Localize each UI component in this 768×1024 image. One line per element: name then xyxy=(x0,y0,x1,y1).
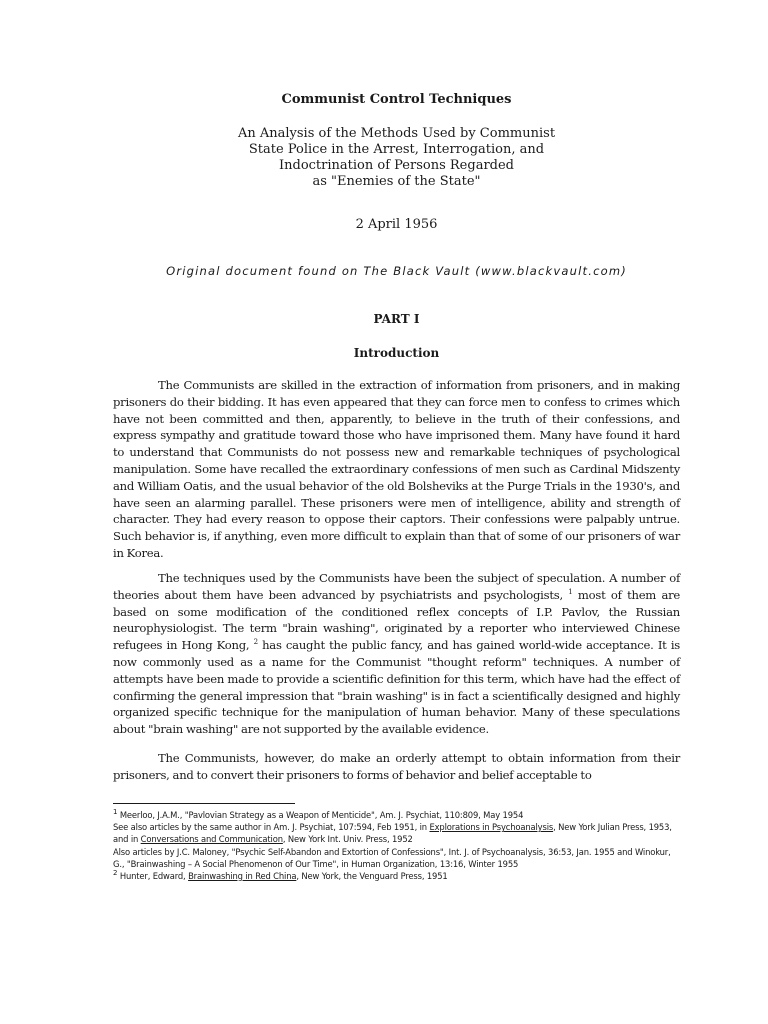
subtitle-line: An Analysis of the Methods Used by Communist xyxy=(237,126,556,141)
subtitle-line: Indoctrination of Persons Regarded xyxy=(279,158,514,173)
footnote-text: Hunter, Edward, xyxy=(119,871,186,882)
footnote-number: 1 xyxy=(113,808,118,817)
paragraph-text: has caught the public fancy, and has gained world-wide acceptance. It is now commonly used as a name for the Communist "thought reform" techniques. A number of attempts have been made to provide a scientific definition for this term, which have had the effect of confirming the general impression that "brain washing" is in fact a scientifically designed and highly organized specific technique for the manipulation of human behavior. Many of these speculations about "brain washing" are not supported by the available evidence. xyxy=(113,638,680,737)
footnote-text: See also articles by the same author in Am. J. Psychiat, 107:594, Feb 1951, in xyxy=(113,822,427,833)
paragraph-text: most of them are based on some modification of the conditioned reflex concepts of I.P. Pavlov, the Russian neurophysiologist. The term "brain washing", originated by a reporter who interviewed Chinese refugees in Hong Kong, xyxy=(113,587,681,653)
footnote-1-also: Also articles by J.C. Maloney, "Psychic Self-Abandon and Extortion of Confessions", Int. J. of Psychoanalysis, 36:53, Jan. 1955 and Winokur, G., "Brainwashing – A Social Phenomenon of Our Time", in Human Organization, 13:16, Winter 1955 xyxy=(113,846,671,869)
document-subtitle xyxy=(113,126,680,190)
book-title: Brainwashing in Red China xyxy=(188,871,297,882)
footnote-2 xyxy=(113,870,680,882)
footnote-text: , New York Int. Univ. Press, 1952 xyxy=(282,834,413,845)
subtitle-line: State Police in the Arrest, Interrogation, and xyxy=(248,142,545,157)
footnote-text: , New York, the Venguard Press, 1951 xyxy=(296,871,448,882)
body-paragraph-2 xyxy=(113,570,680,738)
book-title: Explorations in Psychoanalysis xyxy=(429,822,554,833)
footnote-text: Meerloo, J.A.M., "Pavlovian Strategy as a Weapon of Menticide", Am. J. Psychiat, 110:809, May 1954 xyxy=(119,810,524,820)
footnote-1 xyxy=(113,809,680,821)
footnotes xyxy=(113,809,680,882)
section-heading: Introduction xyxy=(353,346,440,360)
paragraph-text: The techniques used by the Communists have been the subject of speculation. A number of theories about them have been advanced by psychiatrists and psychologists, xyxy=(113,571,680,602)
subtitle-line: as "Enemies of the State" xyxy=(312,174,481,189)
footnote-ref-2[interactable]: 2 xyxy=(253,638,258,647)
document-title: Communist Control Techniques xyxy=(281,92,512,107)
document-date: 2 April 1956 xyxy=(355,217,438,232)
body-paragraph-3: The Communists, however, do make an orderly attempt to obtain information from their prisoners, and to convert their prisoners to forms of behavior and belief acceptable to xyxy=(113,751,680,782)
footnote-ref-1[interactable]: 1 xyxy=(568,587,573,596)
footnote-1-see-also xyxy=(113,821,680,845)
footnote-text: , New York Julian Press, 1953, and in xyxy=(113,822,672,845)
book-title: Conversations and Communication xyxy=(140,834,283,845)
body-paragraph-1: The Communists are skilled in the extraction of information from prisoners, and in making prisoners do their bidding. It has even appeared that they can force men to confess to crimes which have not been committed and then, apparently, to believe in the truth of their confessions, and express sympathy and gratitude toward those who have imprisoned them. Many have found it hard to understand that Communists do not possess new and remarkable techniques of psychological manipulation. Some have recalled the extraordinary confessions of men such as Cardinal Midszenty and William Oatis, and the usual behavior of the old Bolsheviks at the Purge Trials in the 1930's, and have seen an alarming parallel. These prisoners were men of intelligence, ability and strength of character. They had every reason to oppose their captors. Their confessions were palpably untrue. Such behavior is, if anything, even more difficult to explain than that of some of our prisoners of war in Korea. xyxy=(113,378,680,560)
source-note: Original document found on The Black Vault (www.blackvault.com) xyxy=(166,264,627,278)
footnote-number: 2 xyxy=(113,869,118,878)
footnote-divider xyxy=(113,803,295,804)
part-heading: PART I xyxy=(373,312,420,326)
